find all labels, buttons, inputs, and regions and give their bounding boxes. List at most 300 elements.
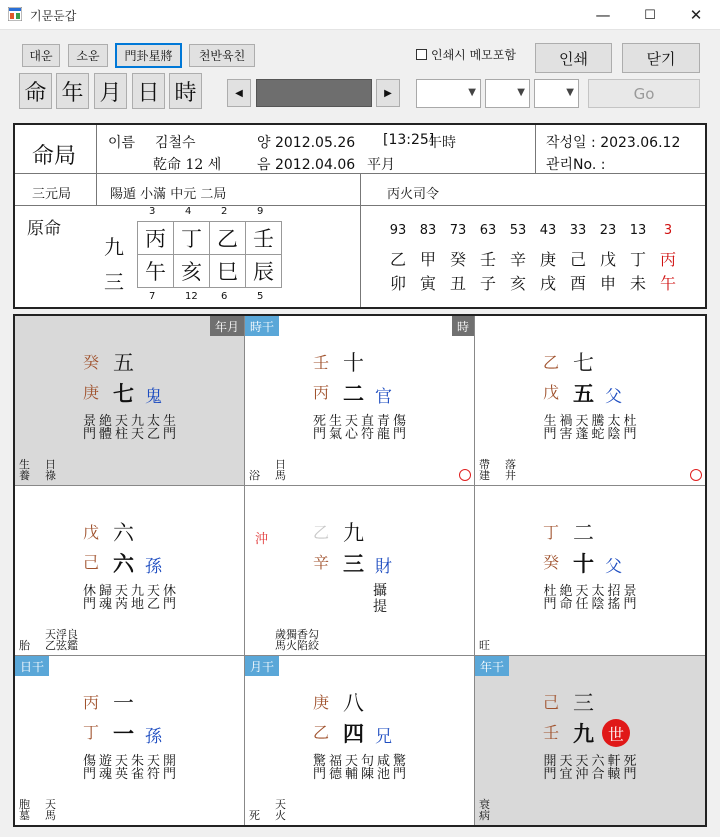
stage-char: 墓: [19, 809, 30, 822]
pillar-top-number: 4: [185, 206, 192, 217]
god-column: [590, 415, 606, 441]
god-char: 招: [607, 584, 621, 599]
relation-label: 父: [605, 387, 622, 407]
god-char: 太: [146, 414, 160, 429]
luck-age: 33: [569, 223, 587, 238]
upper-number: 三: [573, 691, 594, 715]
star-label: [275, 799, 286, 821]
god-char: 死: [623, 754, 637, 769]
chong-mark: 沖: [255, 532, 269, 547]
god-char: 合: [591, 767, 605, 782]
stage-char: 胎: [19, 639, 30, 652]
god-column: [114, 415, 130, 441]
god-char: 天: [146, 584, 160, 599]
god-column: [130, 415, 146, 441]
star-label: [45, 799, 56, 821]
god-char: 害: [559, 427, 573, 442]
god-char: 朱: [130, 754, 144, 769]
pillar-branch: 巳: [209, 254, 246, 288]
god-column: [114, 755, 130, 781]
god-column: [574, 755, 590, 781]
god-char: 騰: [591, 414, 605, 429]
close-window-button[interactable]: ✕: [689, 6, 703, 24]
luck-stem: 辛: [509, 250, 526, 269]
god-labels: [15, 585, 244, 611]
god-column: [622, 415, 638, 441]
god-char: 符: [360, 427, 374, 442]
window-title: 기문둔갑: [30, 9, 77, 23]
life-button[interactable]: 命: [19, 73, 52, 109]
god-char: 杜: [623, 414, 637, 429]
palace-tag: 年月: [210, 316, 244, 336]
god-column: [542, 755, 558, 781]
god-char: 搖: [607, 597, 621, 612]
pillar-stem: 乙: [209, 221, 246, 255]
pillar-top-number: 3: [149, 206, 156, 217]
app-icon: [8, 7, 22, 21]
luck-age: 63: [479, 223, 497, 238]
palace-cell: [15, 316, 245, 486]
month-combo[interactable]: [485, 79, 530, 108]
luck-branch: 午: [659, 274, 676, 293]
god-column: [392, 755, 408, 781]
stage-char: 養: [19, 469, 30, 482]
siling: 丙火司令: [387, 187, 440, 202]
god-column: [98, 415, 114, 441]
god-labels: [475, 415, 705, 441]
heaven-stem: 戊: [83, 523, 100, 542]
god-char: 休: [162, 584, 176, 599]
god-column: [606, 415, 622, 441]
star-char: 火: [275, 809, 286, 822]
god-char: 陰: [607, 427, 621, 442]
god-char: 蛇: [591, 427, 605, 442]
god-column: [558, 585, 574, 611]
heaven-stem: 丙: [83, 693, 100, 712]
god-char: 驚: [312, 754, 326, 769]
god-char: 遊: [98, 754, 112, 769]
luck-stem: 丁: [629, 250, 646, 269]
god-char: 死: [312, 414, 326, 429]
palace-tag: 時干: [245, 316, 279, 336]
circle-mark-icon: [690, 469, 702, 481]
daeun-button[interactable]: 대운: [22, 44, 60, 67]
god-char: 門: [82, 597, 96, 612]
chevron-down-icon: ▼: [517, 87, 525, 98]
stage-char: 胞: [19, 798, 30, 811]
solar-date: 양 2012.05.26: [257, 135, 356, 151]
god-char: 天: [575, 414, 589, 429]
pillar-bottom-number: 6: [221, 291, 228, 302]
earth-stem: 癸: [543, 553, 560, 572]
star-char: 日: [45, 458, 56, 471]
go-button[interactable]: Go: [588, 79, 700, 108]
god-column: [542, 585, 558, 611]
god-column: [558, 755, 574, 781]
god-char: 蓬: [575, 427, 589, 442]
god-char: 符: [146, 767, 160, 782]
god-column: [114, 585, 130, 611]
god-column: [98, 755, 114, 781]
god-column: [606, 585, 622, 611]
luck-branch: 戌: [539, 274, 556, 293]
earth-stem: 庚: [83, 383, 100, 402]
god-column: [558, 415, 574, 441]
palace-grid: [13, 314, 707, 827]
lower-number: 五: [573, 381, 594, 406]
pillar-top-number: 9: [257, 206, 264, 217]
lower-number: 十: [573, 551, 594, 576]
god-char: 芮: [114, 597, 128, 612]
god-column: [542, 415, 558, 441]
pillar-bottom-number: 7: [149, 291, 156, 302]
earth-stem: 辛: [313, 553, 330, 572]
pillar-branch: 午: [137, 254, 174, 288]
stage-char: 旺: [479, 639, 490, 652]
earth-stem: 丙: [313, 383, 330, 402]
god-char: 咸: [376, 754, 390, 769]
upper-number: 七: [573, 351, 594, 375]
star-label: [275, 629, 319, 651]
god-char: 九: [130, 584, 144, 599]
period-display[interactable]: [256, 79, 372, 107]
year-button[interactable]: 年: [56, 73, 89, 109]
circle-mark-icon: [459, 469, 471, 481]
lower-number: 二: [343, 381, 364, 406]
day-combo[interactable]: [534, 79, 579, 108]
relation-label: 兄: [375, 727, 392, 747]
god-column: [622, 585, 638, 611]
luck-branch: 未: [629, 274, 646, 293]
god-char: 門: [623, 427, 637, 442]
god-char: 龍: [376, 427, 390, 442]
print-memo-checkbox[interactable]: [416, 49, 427, 60]
star-char: 日: [275, 458, 286, 471]
god-column: [82, 755, 98, 781]
god-column: [574, 415, 590, 441]
god-char: 英: [114, 767, 128, 782]
luck-age: 43: [539, 223, 557, 238]
god-char: 天: [146, 754, 160, 769]
god-char: 德: [328, 767, 342, 782]
relation-label: 父: [605, 557, 622, 577]
god-column: [146, 755, 162, 781]
birth-time: [13:25]: [383, 132, 435, 148]
god-char: 休: [82, 584, 96, 599]
god-char: 天: [114, 754, 128, 769]
luck-stem: 戊: [599, 250, 616, 269]
god-char: 天: [344, 414, 358, 429]
palace-tag: 年干: [475, 656, 509, 676]
god-char: 陳: [360, 767, 374, 782]
luck-stem: 乙: [389, 250, 406, 269]
god-column: [312, 755, 328, 781]
god-labels: [475, 755, 705, 781]
god-char: 景: [82, 414, 96, 429]
god-char: 絶: [98, 414, 112, 429]
star-char: 落: [505, 458, 516, 471]
relation-label: 財: [375, 557, 392, 577]
god-column: [162, 585, 178, 611]
god-char: 生: [543, 414, 557, 429]
lower-number: 四: [343, 721, 364, 746]
luck-branch: 酉: [569, 274, 586, 293]
luck-stem: 壬: [479, 250, 496, 269]
info-panel: [13, 123, 707, 309]
god-labels: [15, 415, 244, 441]
god-char: 門: [623, 597, 637, 612]
stage-label: [249, 470, 260, 481]
star-char: 祿: [45, 469, 56, 482]
luck-age: 53: [509, 223, 527, 238]
luck-stem: 庚: [539, 250, 556, 269]
god-column: [372, 583, 388, 615]
star-label: [275, 459, 286, 481]
stage-label: [479, 640, 490, 651]
god-char: 青: [376, 414, 390, 429]
luck-branch: 卯: [389, 274, 406, 293]
palace-tag: 日干: [15, 656, 49, 676]
pillar-bottom-number: 5: [257, 291, 264, 302]
god-char: 門: [543, 767, 557, 782]
title-bar: [0, 0, 720, 30]
maximize-button[interactable]: ☐: [644, 7, 656, 23]
star-label: [505, 459, 516, 481]
god-labels: [245, 415, 474, 441]
god-char: 門: [543, 427, 557, 442]
god-char: 地: [130, 597, 144, 612]
pillar-stem: 壬: [245, 221, 282, 255]
heaven-stem: 庚: [313, 693, 330, 712]
god-char: 傷: [82, 754, 96, 769]
god-char: 句: [360, 754, 374, 769]
luck-age: 13: [629, 223, 647, 238]
stage-label: [249, 810, 260, 821]
god-char: 福: [328, 754, 342, 769]
stage-label: [19, 640, 30, 651]
pillar-branch: 辰: [245, 254, 282, 288]
god-char: 宜: [559, 767, 573, 782]
star-char: 天浮良: [45, 628, 78, 641]
palace-cell: [245, 486, 475, 656]
god-column: [344, 755, 360, 781]
god-char: 門: [392, 767, 406, 782]
pillar-left-bottom: 三: [104, 270, 124, 294]
mungwae-button[interactable]: 門卦星將: [115, 43, 182, 68]
upper-number: 六: [113, 521, 134, 545]
star-char: 馬: [45, 809, 56, 822]
god-column: [130, 755, 146, 781]
god-char: 天: [575, 584, 589, 599]
stage-char: 衰: [479, 798, 490, 811]
god-char: 柱: [114, 427, 128, 442]
god-char: 門: [543, 597, 557, 612]
god-char: 門: [162, 427, 176, 442]
god-char: 九: [130, 414, 144, 429]
stage-char: 浴: [249, 469, 260, 482]
god-column: [328, 415, 344, 441]
stage-char: 病: [479, 809, 490, 822]
god-char: 驚: [392, 754, 406, 769]
god-column: [98, 585, 114, 611]
star-label: [45, 459, 56, 481]
god-char: 軒: [607, 754, 621, 769]
stage-label: [19, 799, 30, 821]
god-char: 體: [98, 427, 112, 442]
chevron-down-icon: ▼: [468, 87, 476, 98]
heaven-stem: 壬: [313, 353, 330, 372]
god-char: 天: [130, 427, 144, 442]
stage-label: [479, 799, 490, 821]
god-labels: [475, 585, 705, 611]
god-char: 門: [162, 767, 176, 782]
god-char: 轅: [607, 767, 621, 782]
god-char: 天: [344, 754, 358, 769]
lunar-date: 음 2012.04.06: [257, 157, 356, 173]
god-column: [574, 585, 590, 611]
year-combo[interactable]: [416, 79, 481, 108]
luck-age: 23: [599, 223, 617, 238]
upper-number: 二: [573, 521, 594, 545]
upper-number: 一: [113, 691, 134, 715]
god-column: [376, 755, 392, 781]
god-column: [146, 585, 162, 611]
arrow-left-icon: ◀: [235, 87, 243, 99]
print-button[interactable]: 인쇄: [535, 43, 612, 73]
stage-char: 建: [479, 469, 490, 482]
luck-stem: 癸: [449, 250, 466, 269]
god-char: 開: [543, 754, 557, 769]
stage-label: [479, 459, 490, 481]
god-char: 門: [392, 427, 406, 442]
god-char: 直: [360, 414, 374, 429]
god-char: 禍: [559, 414, 573, 429]
minimize-button[interactable]: —: [595, 6, 611, 24]
god-char: 氣: [328, 427, 342, 442]
luck-branch: 子: [479, 274, 496, 293]
lower-number: 一: [113, 721, 134, 746]
god-char: 絶: [559, 584, 573, 599]
star-char: 井: [505, 469, 516, 482]
god-column: [376, 415, 392, 441]
luck-branch: 丑: [449, 274, 466, 293]
earth-stem: 己: [83, 553, 100, 572]
star-char: 天: [275, 798, 286, 811]
close-button[interactable]: 닫기: [622, 43, 700, 73]
star-char: 歲獨香勾: [275, 628, 319, 641]
god-char: 門: [623, 767, 637, 782]
print-memo-label: 인쇄시 메모포함: [431, 48, 516, 62]
god-char: 沖: [575, 767, 589, 782]
god-char: 池: [376, 767, 390, 782]
month-type: 平月: [367, 157, 395, 173]
person-name: 김철수: [155, 135, 196, 151]
god-column: [606, 755, 622, 781]
heaven-stem: 丁: [543, 523, 560, 542]
palace-cell: [475, 316, 705, 486]
month-button[interactable]: 月: [94, 73, 127, 109]
god-char: 乙: [146, 597, 160, 612]
god-char: 生: [162, 414, 176, 429]
relation-label: 孫: [145, 727, 162, 747]
god-labels: [245, 583, 474, 615]
arrow-right-icon: ▶: [384, 87, 392, 99]
upper-number: 五: [113, 351, 134, 375]
pillar-stem: 丁: [173, 221, 210, 255]
luck-branch: 申: [599, 274, 616, 293]
god-char: 魂: [98, 597, 112, 612]
god-char: 攝: [373, 583, 387, 599]
chevron-down-icon: ▼: [566, 87, 574, 98]
god-char: 提: [373, 599, 387, 615]
prev-button[interactable]: [227, 79, 251, 107]
lower-number: 六: [113, 551, 134, 576]
relation-label: 鬼: [145, 387, 162, 407]
god-char: 歸: [98, 584, 112, 599]
god-column: [360, 755, 376, 781]
cheonban-button[interactable]: 천반육친: [189, 44, 255, 67]
pillar-top-number: 2: [221, 206, 228, 217]
god-column: [344, 415, 360, 441]
created-date: 작성일 : 2023.06.12: [546, 135, 681, 151]
heaven-stem: 癸: [83, 353, 100, 372]
next-button[interactable]: [376, 79, 400, 107]
stage-char: 生: [19, 458, 30, 471]
god-column: [146, 415, 162, 441]
god-column: [130, 585, 146, 611]
god-char: 六: [591, 754, 605, 769]
yuan-label: 三元局: [32, 187, 72, 202]
hour-button[interactable]: 時: [169, 73, 202, 109]
star-label: [45, 629, 78, 651]
relation-label: 官: [375, 387, 392, 407]
upper-number: 十: [343, 351, 364, 375]
luck-branch: 亥: [509, 274, 526, 293]
god-column: [162, 415, 178, 441]
god-labels: [245, 755, 474, 781]
day-button[interactable]: 日: [132, 73, 165, 109]
palace-cell: [15, 656, 245, 825]
god-column: [312, 415, 328, 441]
upper-number: 九: [343, 521, 364, 545]
god-char: 太: [607, 414, 621, 429]
god-char: 陰: [591, 597, 605, 612]
god-char: 輔: [344, 767, 358, 782]
stage-label: [19, 459, 30, 481]
star-char: 乙弦鑑: [45, 639, 78, 652]
earth-stem: 丁: [83, 723, 100, 742]
god-column: [360, 415, 376, 441]
god-labels: [15, 755, 244, 781]
palace-tag: 時: [452, 316, 474, 336]
luck-age: 93: [389, 223, 407, 238]
luck-age: 83: [419, 223, 437, 238]
god-char: 任: [575, 597, 589, 612]
palace-cell: [245, 656, 475, 825]
god-char: 門: [82, 427, 96, 442]
god-char: 開: [162, 754, 176, 769]
soun-button[interactable]: 소운: [68, 44, 108, 67]
chart-title: 命局: [32, 144, 77, 169]
god-char: 門: [82, 767, 96, 782]
stage-char: 帶: [479, 458, 490, 471]
earth-stem: 壬: [543, 723, 560, 742]
luck-stem: 甲: [419, 250, 436, 269]
god-char: 門: [162, 597, 176, 612]
god-char: 乙: [146, 427, 160, 442]
manage-no: 관리No. :: [546, 157, 606, 173]
pillar-branch: 亥: [173, 254, 210, 288]
